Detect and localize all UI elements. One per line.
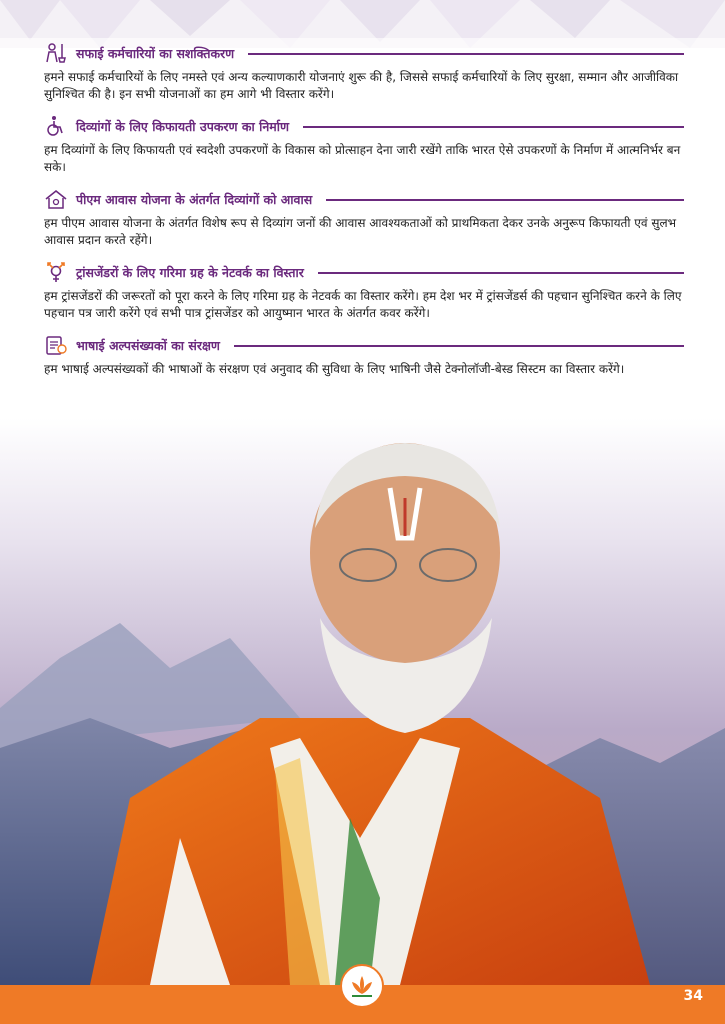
divider [303,126,684,128]
cleaner-worker-icon [44,42,68,64]
section-header [44,186,684,212]
divider [326,199,684,201]
section-transgender [44,259,684,322]
section-title: पीएम आवास योजना के अंतर्गत दिव्यांगों को आवास [76,191,313,207]
language-document-icon [44,334,68,356]
content-area [44,40,684,388]
house-icon [44,188,68,210]
portrait-photo [0,418,725,985]
section-body: हम पीएम आवास योजना के अंतर्गत विशेष रूप से दिव्यांग जनों की आवास आवश्यकताओं को प्राथमिकता देकर उनके अनुरूप किफायती एवं सुलभ आवास प्रदान करते रहेंगे। [44,216,677,247]
divider [234,345,684,347]
section-cleaners [44,40,684,103]
section-title: ट्रांसजेंडरों के लिए गरिमा ग्रह के नेटवर्क का विस्तार [76,264,304,280]
section-body: हम भाषाई अल्पसंख्यकों की भाषाओं के संरक्षण एवं अनुवाद की सुविधा के लिए भाषिनी जैसे टेक्नोलॉजी-बेस्ड सिस्टम का विस्तार करेंगे। [44,362,625,376]
page-number: 34 [683,988,703,1004]
section-header [44,40,684,66]
section-body: हम ट्रांसजेंडरों की जरूरतों को पूरा करने के लिए गरिमा ग्रह के नेटवर्क का विस्तार करेंगे। हम देश भर में ट्रांसजेंडर्स की पहचान सुनिश्चित करने के लिए पहचान पत्र जारी करेंगे एवं सभी पात्र ट्रांसजेंडर को आयुष्मान भारत के अंतर्गत कवर करेंगे। [44,289,682,320]
wheelchair-icon [44,115,68,137]
divider [318,272,684,274]
section-linguistic-minorities [44,332,684,378]
transgender-symbol-icon [44,261,68,283]
section-body: हम दिव्यांगों के लिए किफायती एवं स्वदेशी उपकरणों के विकास को प्रोत्साहन देना जारी रखेंगे ताकि भारत ऐसे उपकरणों के निर्माण में आत्मनिर्भर बन सके। [44,143,681,174]
section-header [44,332,684,358]
section-header [44,113,684,139]
lotus-icon [342,966,382,1006]
section-title: भाषाई अल्पसंख्यकों का संरक्षण [76,337,220,353]
section-disability-equipment [44,113,684,176]
section-title: सफाई कर्मचारियों का सशक्तिकरण [76,45,235,61]
section-pm-housing [44,186,684,249]
section-header [44,259,684,285]
party-logo [340,964,384,1008]
section-title: दिव्यांगों के लिए किफायती उपकरण का निर्माण [76,118,290,134]
section-body: हमने सफाई कर्मचारियों के लिए नमस्ते एवं अन्य कल्याणकारी योजनाएं शुरू की है, जिससे सफाई कर्मचारियों के लिए सुरक्षा, सम्मान और आजीविका सुनिश्चित की है। इन सभी योजनाओं का हम आगे भी विस्तार करेंगे। [44,70,679,101]
divider [248,53,684,55]
